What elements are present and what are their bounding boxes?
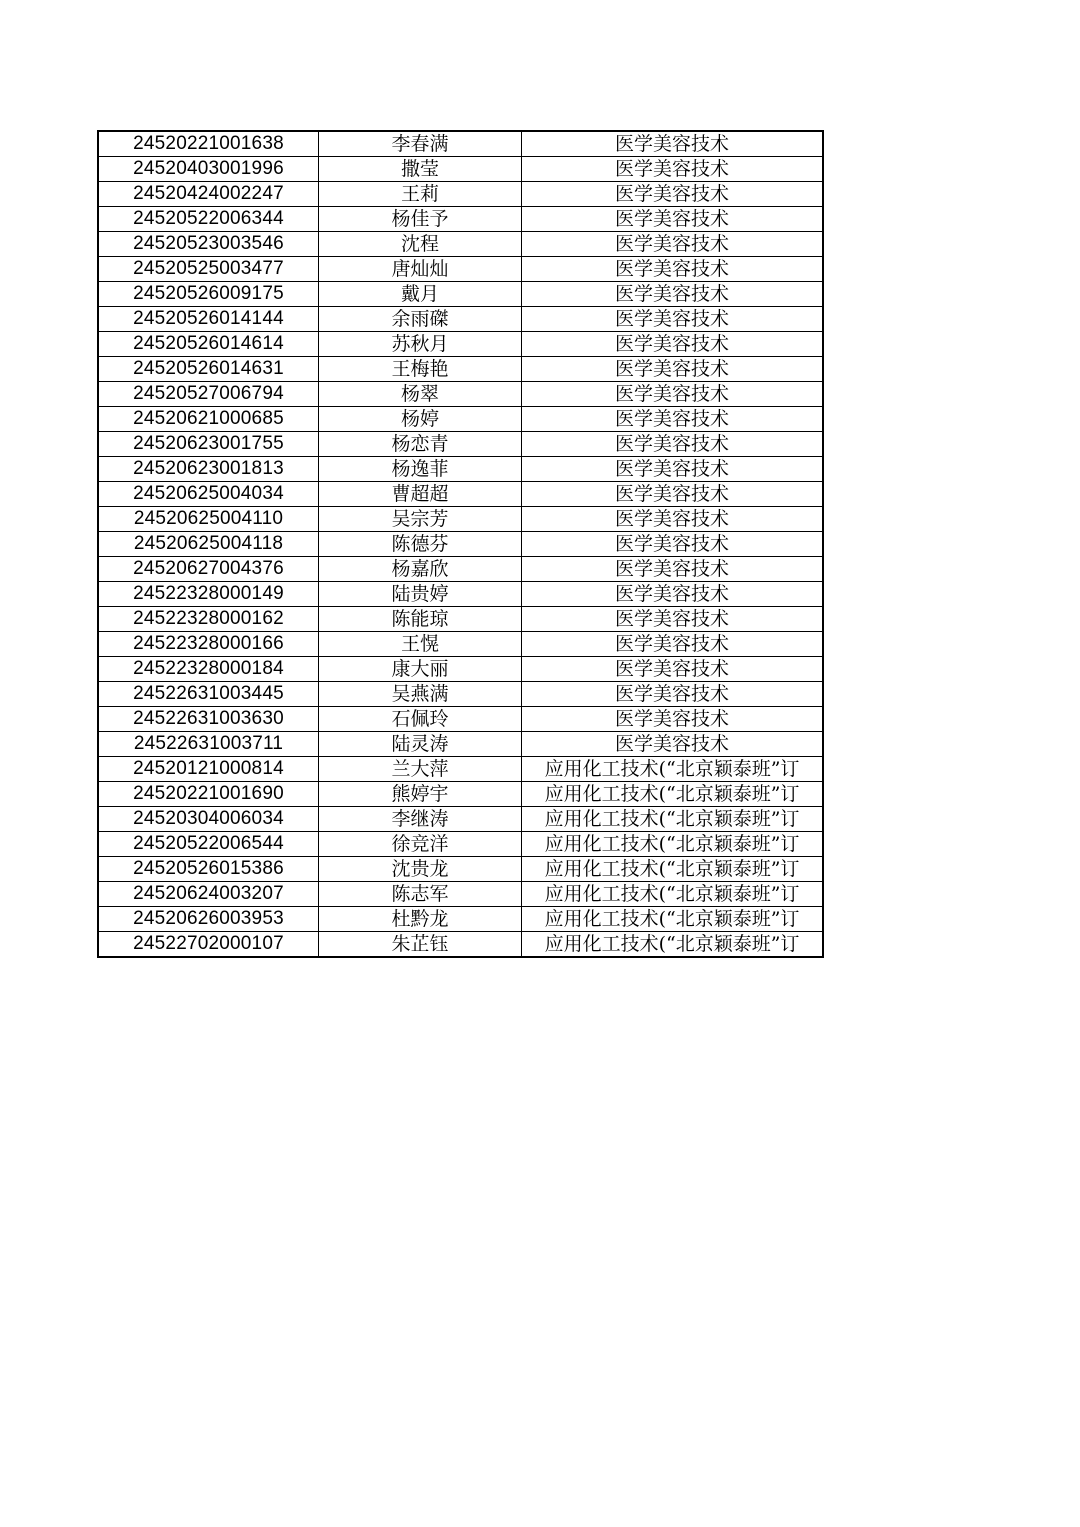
student-name-cell: 沈程 — [319, 232, 522, 257]
table-row — [98, 682, 823, 707]
table-row — [98, 207, 823, 232]
student-name-cell: 李春满 — [319, 131, 522, 157]
table-row — [98, 607, 823, 632]
table-row — [98, 532, 823, 557]
table-row — [98, 857, 823, 882]
student-name-cell: 杜黔龙 — [319, 907, 522, 932]
student-name-cell: 李继涛 — [319, 807, 522, 832]
student-name-cell: 陈德芬 — [319, 532, 522, 557]
student-id-cell: 24520625004110 — [98, 507, 319, 532]
major-cell: 医学美容技术 — [522, 557, 824, 582]
student-id-cell: 24520304006034 — [98, 807, 319, 832]
student-id-cell: 24522328000166 — [98, 632, 319, 657]
major-cell: 医学美容技术 — [522, 182, 824, 207]
table-row — [98, 382, 823, 407]
major-cell: 应用化工技术(“北京颖泰班”订 — [522, 757, 824, 782]
table-row — [98, 407, 823, 432]
student-name-cell: 兰大萍 — [319, 757, 522, 782]
student-id-cell: 24520626003953 — [98, 907, 319, 932]
student-id-cell: 24520621000685 — [98, 407, 319, 432]
major-cell: 医学美容技术 — [522, 232, 824, 257]
major-cell: 医学美容技术 — [522, 432, 824, 457]
major-cell: 医学美容技术 — [522, 457, 824, 482]
student-id-cell: 24520623001813 — [98, 457, 319, 482]
table-row — [98, 557, 823, 582]
student-id-cell: 24520526014631 — [98, 357, 319, 382]
table-row — [98, 932, 823, 958]
student-name-cell: 沈贵龙 — [319, 857, 522, 882]
table-row — [98, 157, 823, 182]
major-cell: 医学美容技术 — [522, 257, 824, 282]
student-name-cell: 王愰 — [319, 632, 522, 657]
student-id-cell: 24522631003711 — [98, 732, 319, 757]
major-cell: 应用化工技术(“北京颖泰班”订 — [522, 907, 824, 932]
table-row — [98, 357, 823, 382]
major-cell: 应用化工技术(“北京颖泰班”订 — [522, 807, 824, 832]
student-name-cell: 曹超超 — [319, 482, 522, 507]
student-id-cell: 24520121000814 — [98, 757, 319, 782]
student-id-cell: 24520526014614 — [98, 332, 319, 357]
table-row — [98, 307, 823, 332]
student-id-cell: 24522631003630 — [98, 707, 319, 732]
table-row — [98, 232, 823, 257]
student-id-cell: 24522328000184 — [98, 657, 319, 682]
student-name-cell: 吴燕满 — [319, 682, 522, 707]
table-row — [98, 757, 823, 782]
student-id-cell: 24520527006794 — [98, 382, 319, 407]
student-id-cell: 24522702000107 — [98, 932, 319, 958]
student-id-cell: 24520526015386 — [98, 857, 319, 882]
student-name-cell: 杨婷 — [319, 407, 522, 432]
table-row — [98, 632, 823, 657]
student-name-cell: 余雨磔 — [319, 307, 522, 332]
table-row — [98, 432, 823, 457]
student-name-cell: 王梅艳 — [319, 357, 522, 382]
table-row — [98, 732, 823, 757]
major-cell: 医学美容技术 — [522, 307, 824, 332]
student-id-cell: 24520625004118 — [98, 532, 319, 557]
student-id-cell: 24520526009175 — [98, 282, 319, 307]
major-cell: 医学美容技术 — [522, 332, 824, 357]
student-name-cell: 朱芷钰 — [319, 932, 522, 958]
student-name-cell: 陆灵涛 — [319, 732, 522, 757]
major-cell: 医学美容技术 — [522, 207, 824, 232]
student-name-cell: 王莉 — [319, 182, 522, 207]
student-name-cell: 陈能琼 — [319, 607, 522, 632]
table-row — [98, 582, 823, 607]
student-name-cell: 石佩玲 — [319, 707, 522, 732]
student-name-cell: 陈志军 — [319, 882, 522, 907]
student-id-cell: 24520523003546 — [98, 232, 319, 257]
major-cell: 应用化工技术(“北京颖泰班”订 — [522, 782, 824, 807]
student-id-cell: 24520403001996 — [98, 157, 319, 182]
student-name-cell: 吴宗芳 — [319, 507, 522, 532]
student-name-cell: 杨佳予 — [319, 207, 522, 232]
student-name-cell: 戴月 — [319, 282, 522, 307]
student-id-cell: 24520221001690 — [98, 782, 319, 807]
student-name-cell: 杨恋青 — [319, 432, 522, 457]
student-name-cell: 杨逸菲 — [319, 457, 522, 482]
major-cell: 医学美容技术 — [522, 507, 824, 532]
student-id-cell: 24520221001638 — [98, 131, 319, 157]
table-row — [98, 182, 823, 207]
student-name-cell: 陆贵婷 — [319, 582, 522, 607]
roster-body — [98, 131, 823, 957]
student-id-cell: 24520627004376 — [98, 557, 319, 582]
major-cell: 医学美容技术 — [522, 282, 824, 307]
major-cell: 应用化工技术(“北京颖泰班”订 — [522, 832, 824, 857]
table-row — [98, 707, 823, 732]
student-id-cell: 24520424002247 — [98, 182, 319, 207]
student-id-cell: 24520624003207 — [98, 882, 319, 907]
major-cell: 医学美容技术 — [522, 607, 824, 632]
major-cell: 应用化工技术(“北京颖泰班”订 — [522, 882, 824, 907]
student-roster-table — [97, 130, 824, 958]
major-cell: 医学美容技术 — [522, 482, 824, 507]
table-row — [98, 457, 823, 482]
major-cell: 医学美容技术 — [522, 131, 824, 157]
major-cell: 医学美容技术 — [522, 732, 824, 757]
student-id-cell: 24522328000149 — [98, 582, 319, 607]
student-id-cell: 24522631003445 — [98, 682, 319, 707]
table-row — [98, 832, 823, 857]
student-id-cell: 24520625004034 — [98, 482, 319, 507]
major-cell: 医学美容技术 — [522, 632, 824, 657]
major-cell: 医学美容技术 — [522, 532, 824, 557]
student-id-cell: 24520522006544 — [98, 832, 319, 857]
major-cell: 医学美容技术 — [522, 582, 824, 607]
major-cell: 医学美容技术 — [522, 707, 824, 732]
major-cell: 医学美容技术 — [522, 407, 824, 432]
student-name-cell: 熊婷宇 — [319, 782, 522, 807]
major-cell: 应用化工技术(“北京颖泰班”订 — [522, 857, 824, 882]
student-id-cell: 24522328000162 — [98, 607, 319, 632]
major-cell: 医学美容技术 — [522, 682, 824, 707]
table-row — [98, 131, 823, 157]
student-id-cell: 24520525003477 — [98, 257, 319, 282]
student-id-cell: 24520526014144 — [98, 307, 319, 332]
major-cell: 医学美容技术 — [522, 357, 824, 382]
major-cell: 医学美容技术 — [522, 657, 824, 682]
major-cell: 应用化工技术(“北京颖泰班”订 — [522, 932, 824, 958]
student-id-cell: 24520623001755 — [98, 432, 319, 457]
student-id-cell: 24520522006344 — [98, 207, 319, 232]
table-row — [98, 782, 823, 807]
major-cell: 医学美容技术 — [522, 157, 824, 182]
table-row — [98, 282, 823, 307]
student-name-cell: 唐灿灿 — [319, 257, 522, 282]
student-name-cell: 苏秋月 — [319, 332, 522, 357]
student-name-cell: 康大丽 — [319, 657, 522, 682]
student-name-cell: 杨嘉欣 — [319, 557, 522, 582]
table-row — [98, 907, 823, 932]
major-cell: 医学美容技术 — [522, 382, 824, 407]
table-row — [98, 332, 823, 357]
table-row — [98, 807, 823, 832]
table-row — [98, 507, 823, 532]
table-row — [98, 882, 823, 907]
table-row — [98, 482, 823, 507]
student-name-cell: 徐竞洋 — [319, 832, 522, 857]
table-row — [98, 257, 823, 282]
table-row — [98, 657, 823, 682]
student-name-cell: 撒莹 — [319, 157, 522, 182]
student-name-cell: 杨翠 — [319, 382, 522, 407]
